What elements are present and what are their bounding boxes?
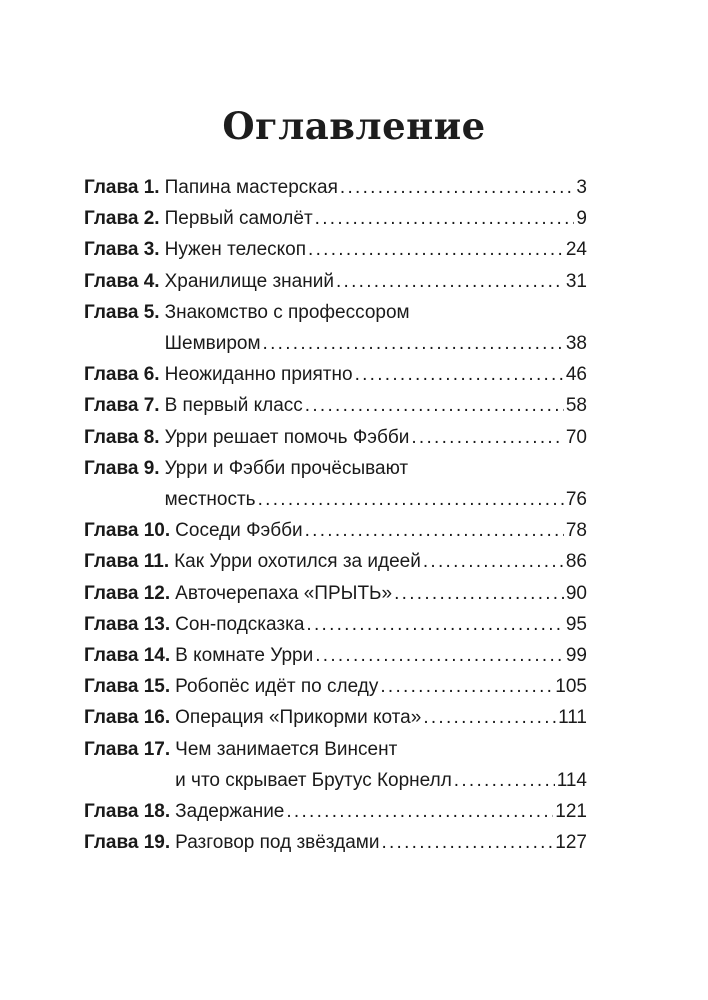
chapter-label: Глава 18. [84, 801, 171, 823]
dot-leader [286, 796, 553, 827]
chapter-label: Глава 8. [84, 426, 160, 448]
chapter-label: Глава 2. [84, 208, 160, 230]
page-number: 76 [565, 489, 587, 511]
page-number: 78 [565, 520, 587, 542]
toc-entry[interactable] [84, 266, 587, 297]
chapter-title: Разговор под звёздами [175, 832, 380, 854]
chapter-label: Глава 13. [84, 613, 171, 635]
chapter-title: Робопёс идёт по следу [175, 676, 379, 698]
dot-leader [315, 203, 575, 234]
page-number: 24 [565, 239, 587, 261]
chapter-label: Глава 19. [84, 832, 171, 854]
page-number: 3 [576, 177, 587, 198]
toc-entry[interactable] [84, 609, 587, 640]
chapter-title: Авточерепаха «ПРЫТЬ» [175, 582, 393, 604]
page-number: 121 [555, 801, 587, 823]
dot-leader [336, 266, 564, 297]
dot-leader [380, 671, 553, 702]
chapter-title-line: Урри и Фэбби прочёсывают [164, 457, 409, 479]
page-number: 46 [565, 364, 587, 386]
dot-leader [263, 328, 564, 359]
page-number: 38 [565, 333, 587, 355]
chapter-label: Глава 10. [84, 520, 171, 542]
chapter-title: Как Урри охотился за идеей [174, 551, 421, 573]
chapter-label: Глава 1. [84, 177, 160, 198]
page-number: 95 [565, 613, 587, 635]
dot-leader [305, 515, 564, 546]
chapter-label: Глава 9. [84, 457, 160, 479]
chapter-title: Неожиданно приятно [164, 364, 353, 386]
chapter-label: Глава 6. [84, 364, 160, 386]
page-number: 127 [555, 832, 587, 854]
chapter-label: Глава 4. [84, 270, 160, 292]
toc-entry[interactable] [84, 702, 587, 733]
page-number: 9 [576, 208, 587, 230]
chapter-title: и что скрывает Брутус Корнелл [175, 769, 452, 791]
page-number: 86 [565, 551, 587, 573]
table-of-contents [84, 172, 587, 858]
page-number: 111 [558, 707, 587, 729]
chapter-title-line: Чем занимается Винсент [175, 738, 398, 760]
chapter-title: Первый самолёт [164, 208, 313, 230]
dot-leader [305, 390, 564, 421]
dot-leader [258, 484, 564, 515]
chapter-label: Глава 16. [84, 707, 171, 729]
toc-entry[interactable] [84, 359, 587, 390]
toc-entry[interactable] [84, 546, 587, 577]
page-number: 31 [565, 270, 587, 292]
toc-entry[interactable] [84, 640, 587, 671]
chapter-title: В первый класс [164, 395, 303, 417]
page-number: 105 [555, 676, 587, 698]
chapter-title: Папина мастерская [164, 177, 338, 198]
chapter-title: Задержание [175, 801, 285, 823]
chapter-label: Глава 11. [84, 551, 170, 573]
chapter-title: Операция «Прикорми кота» [175, 707, 422, 729]
chapter-title: В комнате Урри [175, 645, 314, 667]
chapter-title: Шемвиром [164, 333, 261, 355]
toc-entry[interactable] [84, 390, 587, 421]
dot-leader [423, 546, 564, 577]
chapter-title: Соседи Фэбби [175, 520, 303, 542]
chapter-title-line: Знакомство с профессором [164, 301, 410, 323]
toc-entry[interactable] [84, 671, 587, 702]
page-number: 58 [565, 395, 587, 417]
dot-leader [411, 422, 564, 453]
chapter-label: Глава 5. [84, 301, 160, 323]
toc-entry[interactable] [84, 203, 587, 234]
toc-entry[interactable] [84, 422, 587, 453]
chapter-title: Урри решает помочь Фэбби [164, 426, 410, 448]
page-number: 99 [565, 645, 587, 667]
page-title: Оглавление [222, 104, 486, 148]
chapter-label: Глава 12. [84, 582, 171, 604]
dot-leader [454, 765, 555, 796]
chapter-title: Хранилище знаний [164, 270, 334, 292]
page-number: 90 [565, 582, 587, 604]
toc-entry[interactable] [84, 796, 587, 827]
dot-leader [308, 234, 564, 265]
dot-leader [306, 609, 563, 640]
dot-leader [381, 827, 553, 858]
toc-entry[interactable] [84, 578, 587, 609]
toc-entry[interactable] [84, 515, 587, 546]
toc-entry[interactable] [84, 827, 587, 858]
toc-entry[interactable] [84, 297, 587, 359]
page-number: 114 [556, 769, 587, 791]
toc-entry[interactable] [84, 234, 587, 265]
toc-entry[interactable] [84, 172, 587, 203]
dot-leader [315, 640, 564, 671]
dot-leader [423, 702, 556, 733]
chapter-title: Нужен телескоп [164, 239, 307, 261]
chapter-title: местность [164, 489, 256, 511]
dot-leader [340, 172, 575, 203]
chapter-label: Глава 3. [84, 239, 160, 261]
chapter-label: Глава 17. [84, 738, 171, 760]
chapter-label: Глава 7. [84, 395, 160, 417]
toc-entry[interactable] [84, 734, 587, 796]
toc-entry[interactable] [84, 453, 587, 515]
page-number: 70 [565, 426, 587, 448]
chapter-title: Сон-подсказка [175, 613, 305, 635]
dot-leader [355, 359, 564, 390]
chapter-label: Глава 14. [84, 645, 171, 667]
chapter-label: Глава 15. [84, 676, 171, 698]
dot-leader [394, 578, 564, 609]
